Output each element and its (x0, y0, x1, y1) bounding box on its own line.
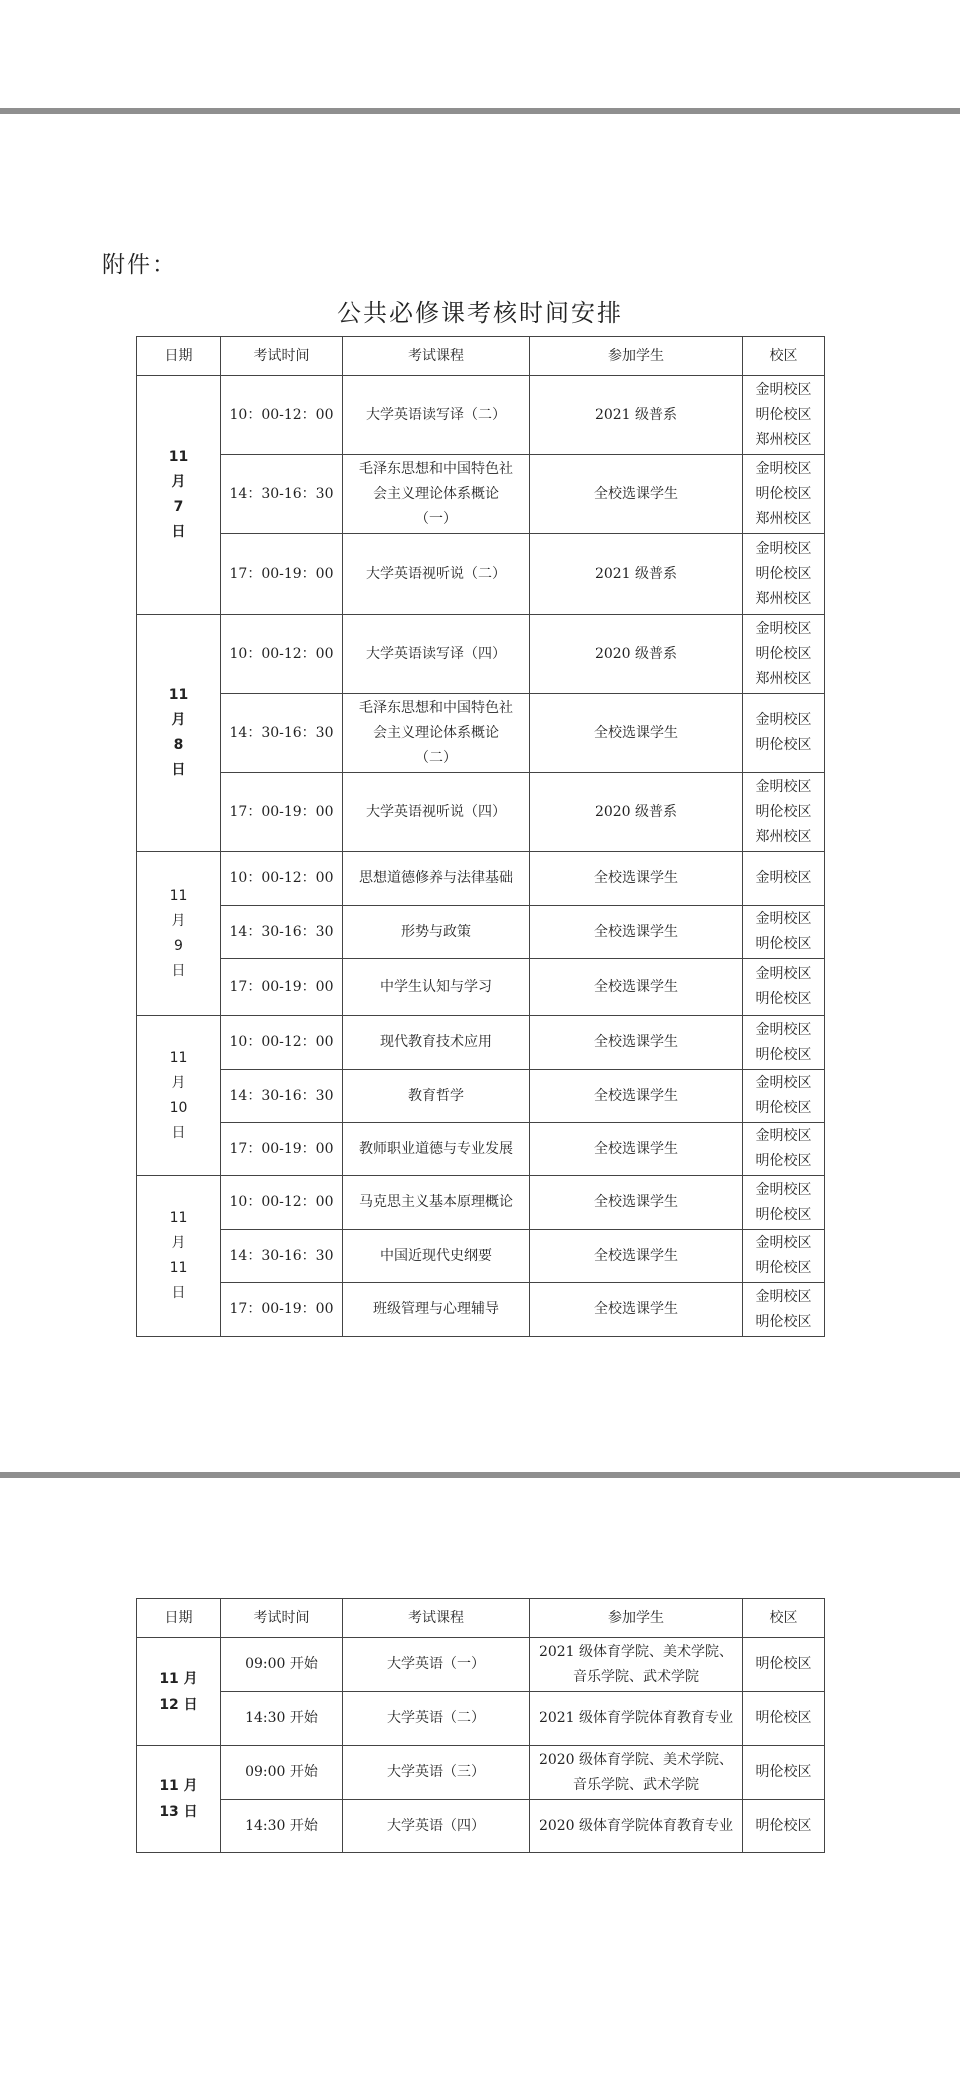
date-cell-line: 11 (169, 1260, 188, 1276)
students-cell (530, 852, 743, 906)
course-cell-line: 大学英语（三） (387, 1764, 485, 1780)
campus-cell-line: 明伦校区 (755, 565, 812, 582)
campus-cell (743, 906, 825, 959)
students-cell-line: 音乐学院、武术学院 (573, 1776, 699, 1793)
course-cell-line: 大学英语（二） (387, 1710, 485, 1726)
campus-cell-line: 明伦校区 (755, 485, 812, 502)
campus-cell-line: 金明校区 (755, 870, 812, 886)
exam-time-cell: 14：30-16：30 (221, 906, 343, 959)
date-cell (137, 1746, 221, 1853)
students-cell-line: 全校选课学生 (594, 485, 678, 502)
table-row (137, 615, 825, 694)
exam-time-cell: 09:00 开始 (221, 1746, 343, 1800)
course-cell (343, 1230, 530, 1283)
campus-cell-line: 明伦校区 (755, 1656, 812, 1672)
course-cell (343, 852, 530, 906)
campus-cell (743, 694, 825, 773)
campus-cell (743, 1800, 825, 1853)
students-cell (530, 376, 743, 455)
students-cell-line: 音乐学院、武术学院 (573, 1668, 699, 1685)
campus-cell (743, 534, 825, 615)
exam-time-cell: 10：00-12：00 (221, 1016, 343, 1070)
date-cell-line: 8 (173, 737, 184, 753)
campus-cell-line: 金明校区 (755, 620, 812, 637)
header-date: 日期 (137, 1599, 221, 1638)
date-cell-line: 9 (174, 937, 183, 954)
students-cell-line: 全校选课学生 (594, 923, 678, 940)
campus-cell-line: 郑州校区 (755, 510, 812, 527)
course-cell-line: （二） (415, 749, 457, 766)
exam-time-cell: 09:00 开始 (221, 1638, 343, 1692)
date-cell-line: 日 (171, 962, 186, 979)
table-row (137, 1692, 825, 1746)
course-cell (343, 1283, 530, 1337)
campus-cell-line: 金明校区 (755, 712, 812, 728)
students-cell (530, 1746, 743, 1800)
course-cell-line: 形势与政策 (401, 923, 471, 940)
campus-cell (743, 376, 825, 455)
course-cell-line: 思想道德修养与法律基础 (359, 870, 513, 886)
date-cell-line: 11 (169, 1210, 188, 1226)
course-cell-line: （一） (415, 510, 457, 527)
course-cell (343, 906, 530, 959)
students-cell (530, 1123, 743, 1176)
date-cell-line: 月 (171, 474, 186, 490)
campus-cell-line: 明伦校区 (755, 1153, 812, 1169)
students-cell (530, 1070, 743, 1123)
campus-cell-line: 明伦校区 (755, 1764, 812, 1780)
course-cell (343, 376, 530, 455)
course-cell-line: 班级管理与心理辅导 (373, 1301, 499, 1317)
exam-time-cell: 14：30-16：30 (221, 1070, 343, 1123)
campus-cell-line: 郑州校区 (755, 590, 812, 607)
exam-time-cell: 14：30-16：30 (221, 1230, 343, 1283)
exam-time-cell: 17：00-19：00 (221, 1283, 343, 1337)
campus-cell-line: 明伦校区 (755, 1206, 812, 1223)
header-course: 考试课程 (343, 1599, 530, 1638)
students-cell-line: 2021 级普系 (594, 406, 678, 423)
course-cell (343, 1746, 530, 1800)
campus-cell-line: 明伦校区 (755, 936, 812, 952)
table-header-row (137, 337, 825, 376)
campus-cell (743, 1176, 825, 1230)
exam-time-cell: 17：00-19：00 (221, 959, 343, 1016)
course-cell-line: 中国近现代史纲要 (380, 1247, 492, 1264)
course-cell (343, 773, 530, 852)
course-cell (343, 1016, 530, 1070)
campus-cell-line: 金明校区 (755, 911, 812, 927)
students-cell-line: 全校选课学生 (594, 978, 678, 995)
campus-cell (743, 615, 825, 694)
table-row (137, 1283, 825, 1337)
campus-cell-line: 金明校区 (755, 1181, 812, 1198)
table-row (137, 1800, 825, 1853)
page-separator (0, 108, 960, 114)
header-course: 考试课程 (343, 337, 530, 376)
campus-cell-line: 金明校区 (755, 540, 812, 557)
students-cell (530, 1176, 743, 1230)
course-cell-line: 马克思主义基本原理概论 (359, 1194, 513, 1210)
campus-cell (743, 1283, 825, 1337)
students-cell (530, 534, 743, 615)
students-cell-line: 全校选课学生 (594, 870, 678, 886)
course-cell-line: 现代教育技术应用 (380, 1034, 492, 1050)
table-row (137, 1746, 825, 1800)
date-cell (137, 376, 221, 615)
date-cell-line: 11 (168, 687, 189, 703)
course-cell (343, 534, 530, 615)
students-cell-line: 全校选课学生 (594, 1140, 678, 1157)
date-cell (137, 1176, 221, 1337)
exam-time-cell: 14:30 开始 (221, 1800, 343, 1853)
exam-time-cell: 17：00-19：00 (221, 1123, 343, 1176)
exam-time-cell: 14：30-16：30 (221, 694, 343, 773)
table-row (137, 1070, 825, 1123)
exam-time-cell: 10：00-12：00 (221, 852, 343, 906)
students-cell-line: 2021 级体育学院、美术学院、 (538, 1643, 734, 1660)
campus-cell-line: 郑州校区 (755, 431, 812, 448)
campus-cell (743, 1746, 825, 1800)
campus-cell-line: 金明校区 (755, 1288, 812, 1305)
course-cell-line: 大学英语读写译（四） (366, 645, 506, 662)
students-cell-line: 2020 级体育学院、美术学院、 (538, 1751, 734, 1768)
page-title: 公共必修课考核时间安排 (337, 299, 623, 327)
course-cell-line: 毛泽东思想和中国特色社 (359, 699, 513, 716)
header-students: 参加学生 (530, 337, 743, 376)
exam-time-cell: 14:30 开始 (221, 1692, 343, 1746)
table-row (137, 1638, 825, 1692)
date-cell (137, 852, 221, 1016)
course-cell-line: 中学生认知与学习 (380, 978, 492, 995)
date-cell-line: 月 (171, 912, 186, 929)
exam-time-cell: 10：00-12：00 (221, 376, 343, 455)
course-cell-line: 大学英语读写译（二） (366, 406, 506, 423)
course-cell (343, 1176, 530, 1230)
students-cell-line: 2021 级普系 (594, 565, 678, 582)
students-cell-line: 2020 级普系 (594, 803, 678, 820)
campus-cell-line: 金明校区 (755, 1128, 812, 1144)
table-row (137, 906, 825, 959)
campus-cell-line: 明伦校区 (755, 1313, 812, 1330)
students-cell (530, 1638, 743, 1692)
header-time: 考试时间 (221, 337, 343, 376)
table-row (137, 694, 825, 773)
exam-time-cell: 17：00-19：00 (221, 534, 343, 615)
campus-cell-line: 明伦校区 (755, 645, 812, 662)
campus-cell (743, 773, 825, 852)
table-row (137, 1230, 825, 1283)
course-cell (343, 694, 530, 773)
date-cell-line: 10 (169, 1099, 188, 1116)
campus-cell (743, 1230, 825, 1283)
date-cell (137, 615, 221, 852)
students-cell-line: 全校选课学生 (594, 1194, 678, 1210)
course-cell-line: 会主义理论体系概论 (373, 485, 499, 502)
students-cell (530, 959, 743, 1016)
date-cell-line: 11 月 (159, 1778, 198, 1794)
campus-cell-line: 金明校区 (755, 778, 812, 795)
course-cell-line: 大学英语视听说（二） (366, 565, 506, 582)
course-cell-line: 教育哲学 (408, 1087, 464, 1104)
date-cell-line: 11 (169, 887, 188, 904)
table-row (137, 959, 825, 1016)
date-cell (137, 1638, 221, 1746)
course-cell (343, 455, 530, 534)
course-cell (343, 1692, 530, 1746)
campus-cell-line: 明伦校区 (755, 991, 812, 1007)
campus-cell-line: 郑州校区 (755, 670, 812, 687)
date-cell-line: 日 (171, 762, 186, 778)
campus-cell-line: 金明校区 (755, 460, 812, 477)
students-cell (530, 1692, 743, 1746)
campus-cell (743, 1070, 825, 1123)
students-cell (530, 615, 743, 694)
campus-cell-line: 金明校区 (755, 1235, 812, 1251)
campus-cell-line: 金明校区 (755, 966, 812, 982)
students-cell-line: 全校选课学生 (594, 1087, 678, 1104)
date-cell-line: 11 (169, 1049, 188, 1066)
course-cell (343, 1800, 530, 1853)
table-row (137, 376, 825, 455)
date-cell (137, 1016, 221, 1176)
date-cell-line: 日 (171, 1285, 186, 1301)
campus-cell (743, 1016, 825, 1070)
attachment-label: 附件： (102, 252, 177, 278)
exam-time-cell: 17：00-19：00 (221, 773, 343, 852)
students-cell (530, 1016, 743, 1070)
header-students: 参加学生 (530, 1599, 743, 1638)
campus-cell-line: 明伦校区 (755, 1100, 812, 1116)
date-cell-line: 月 (171, 1074, 186, 1091)
students-cell (530, 906, 743, 959)
date-cell-line: 11 (168, 449, 189, 465)
campus-cell (743, 1638, 825, 1692)
campus-cell-line: 金明校区 (755, 1075, 812, 1091)
course-cell-line: 大学英语视听说（四） (366, 803, 506, 820)
students-cell-line: 2020 级普系 (594, 645, 678, 662)
campus-cell-line: 明伦校区 (755, 803, 812, 820)
campus-cell-line: 明伦校区 (755, 1046, 812, 1063)
table-row (137, 534, 825, 615)
table-row (137, 455, 825, 534)
students-cell (530, 1283, 743, 1337)
students-cell-line: 全校选课学生 (594, 1247, 678, 1264)
exam-schedule-table (136, 336, 825, 1337)
header-campus: 校区 (743, 337, 825, 376)
course-cell-line: 大学英语（四） (387, 1817, 485, 1834)
date-cell-line: 7 (173, 499, 184, 515)
students-cell (530, 455, 743, 534)
course-cell-line: 会主义理论体系概论 (373, 724, 499, 741)
table-row (137, 1123, 825, 1176)
table-row (137, 1016, 825, 1070)
course-cell-line: 大学英语（一） (387, 1656, 485, 1672)
campus-cell (743, 455, 825, 534)
students-cell (530, 1230, 743, 1283)
students-cell-line: 2021 级体育学院体育教育专业 (538, 1710, 734, 1726)
header-time: 考试时间 (221, 1599, 343, 1638)
course-cell (343, 1070, 530, 1123)
campus-cell (743, 852, 825, 906)
students-cell (530, 694, 743, 773)
table-row (137, 1176, 825, 1230)
students-cell-line: 2020 级体育学院体育教育专业 (538, 1817, 734, 1834)
date-cell-line: 月 (171, 712, 186, 728)
campus-cell (743, 959, 825, 1016)
date-cell-line: 月 (171, 1235, 186, 1251)
date-cell-line: 12 日 (159, 1696, 198, 1713)
students-cell-line: 全校选课学生 (594, 1301, 678, 1317)
english-exam-table (136, 1598, 825, 1853)
course-cell (343, 1638, 530, 1692)
campus-cell-line: 郑州校区 (755, 828, 812, 845)
header-campus: 校区 (743, 1599, 825, 1638)
students-cell-line: 全校选课学生 (594, 724, 678, 741)
date-cell-line: 日 (171, 524, 186, 540)
students-cell (530, 773, 743, 852)
campus-cell-line: 明伦校区 (755, 1710, 812, 1726)
course-cell (343, 959, 530, 1016)
students-cell-line: 全校选课学生 (594, 1034, 678, 1050)
exam-time-cell: 14：30-16：30 (221, 455, 343, 534)
campus-cell-line: 金明校区 (755, 1021, 812, 1038)
date-cell-line: 13 日 (159, 1804, 198, 1820)
students-cell (530, 1800, 743, 1853)
date-cell-line: 日 (171, 1124, 186, 1141)
table-header-row (137, 1599, 825, 1638)
campus-cell-line: 明伦校区 (755, 1260, 812, 1276)
course-cell-line: 教师职业道德与专业发展 (359, 1140, 513, 1157)
page-separator (0, 1472, 960, 1478)
course-cell-line: 毛泽东思想和中国特色社 (359, 460, 513, 477)
campus-cell (743, 1692, 825, 1746)
campus-cell-line: 金明校区 (755, 381, 812, 398)
campus-cell-line: 明伦校区 (755, 1817, 812, 1834)
course-cell (343, 615, 530, 694)
table-row (137, 852, 825, 906)
campus-cell-line: 明伦校区 (755, 737, 812, 753)
date-cell-line: 11 月 (159, 1670, 198, 1687)
exam-time-cell: 10：00-12：00 (221, 615, 343, 694)
header-date: 日期 (137, 337, 221, 376)
course-cell (343, 1123, 530, 1176)
campus-cell-line: 明伦校区 (755, 406, 812, 423)
exam-time-cell: 10：00-12：00 (221, 1176, 343, 1230)
table-row (137, 773, 825, 852)
campus-cell (743, 1123, 825, 1176)
